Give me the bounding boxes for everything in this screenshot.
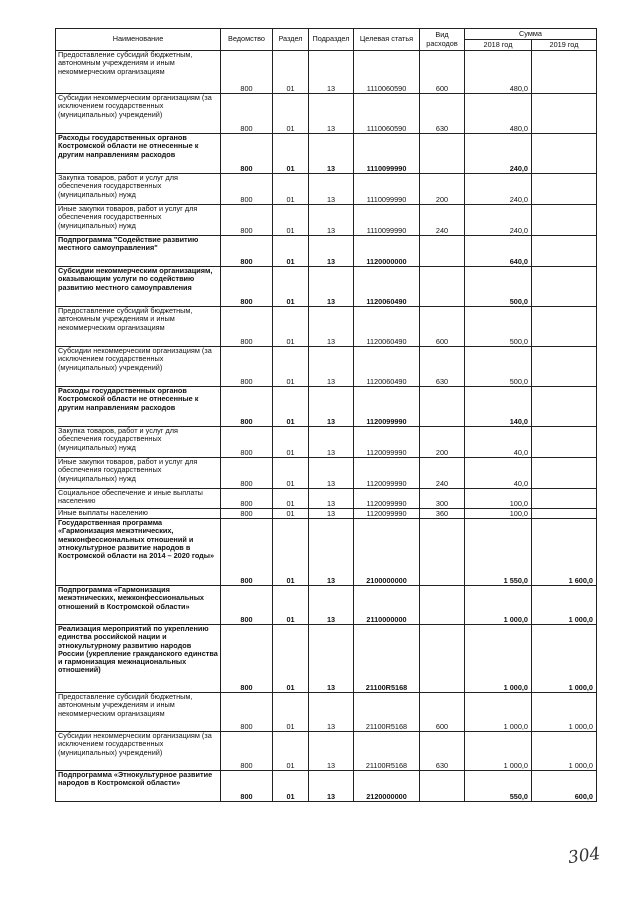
cell-target: 1120060490 [354,267,420,307]
cell-podrazdel: 13 [309,307,354,347]
cell-2019 [532,205,597,236]
cell-2018: 1 000,0 [465,693,532,732]
table-row [56,94,597,134]
cell-razdel: 01 [273,771,309,802]
cell-target: 1120099990 [354,387,420,427]
cell-2019 [532,94,597,134]
header-razdel: Раздел [273,29,309,51]
table-row [56,458,597,489]
cell-2019 [532,267,597,307]
cell-target: 1110099990 [354,174,420,205]
cell-2018: 500,0 [465,307,532,347]
cell-podrazdel: 13 [309,347,354,387]
table-row [56,205,597,236]
table-row [56,586,597,625]
cell-razdel: 01 [273,134,309,174]
cell-vid: 200 [420,427,465,458]
cell-name: Иные выплаты населению [56,509,221,519]
cell-2019 [532,387,597,427]
cell-2019 [532,489,597,509]
cell-podrazdel: 13 [309,586,354,625]
cell-vedomstvo: 800 [221,174,273,205]
cell-name: Подпрограмма «Этнокультурное развитие народов в Костромской области» [56,771,221,802]
cell-target: 2120000000 [354,771,420,802]
cell-name: Подпрограмма "Содействие развитию местного самоуправления" [56,236,221,267]
cell-2018: 500,0 [465,267,532,307]
cell-vid [420,387,465,427]
cell-target: 1120000000 [354,236,420,267]
cell-podrazdel: 13 [309,519,354,586]
cell-name: Предоставление субсидий бюджетным, автономным учреждениям и иным некоммерческим организациям [56,307,221,347]
table-row [56,489,597,509]
cell-podrazdel: 13 [309,387,354,427]
cell-2018: 640,0 [465,236,532,267]
cell-vid: 600 [420,693,465,732]
cell-podrazdel: 13 [309,625,354,693]
cell-vid: 630 [420,347,465,387]
cell-razdel: 01 [273,427,309,458]
cell-2018: 480,0 [465,51,532,94]
cell-name: Субсидии некоммерческим организациям (за исключением государственных (муниципальных) учреждений) [56,347,221,387]
cell-vid [420,267,465,307]
cell-vedomstvo: 800 [221,519,273,586]
cell-target: 2110000000 [354,586,420,625]
cell-podrazdel: 13 [309,458,354,489]
cell-vedomstvo: 800 [221,94,273,134]
table-row [56,347,597,387]
table-row [56,174,597,205]
cell-2019: 1 000,0 [532,586,597,625]
table-row [56,387,597,427]
cell-name: Предоставление субсидий бюджетным, автономным учреждениям и иным некоммерческим организациям [56,693,221,732]
cell-razdel: 01 [273,51,309,94]
cell-podrazdel: 13 [309,771,354,802]
cell-2018: 1 000,0 [465,586,532,625]
cell-razdel: 01 [273,586,309,625]
table-row [56,307,597,347]
cell-razdel: 01 [273,509,309,519]
cell-vedomstvo: 800 [221,693,273,732]
cell-podrazdel: 13 [309,51,354,94]
cell-2019: 1 000,0 [532,732,597,771]
cell-2019 [532,347,597,387]
cell-name: Социальное обеспечение и иные выплаты населению [56,489,221,509]
cell-2018: 1 000,0 [465,625,532,693]
cell-2018: 100,0 [465,489,532,509]
cell-razdel: 01 [273,458,309,489]
header-summa: Сумма [465,29,597,40]
header-name: Наименование [56,29,221,51]
cell-name: Закупка товаров, работ и услуг для обеспечения государственных (муниципальных) нужд [56,427,221,458]
cell-vedomstvo: 800 [221,489,273,509]
cell-podrazdel: 13 [309,489,354,509]
cell-vedomstvo: 800 [221,51,273,94]
table-row [56,236,597,267]
header-vid: Вид расходов [420,29,465,51]
cell-podrazdel: 13 [309,174,354,205]
table-row [56,519,597,586]
header-podrazdel: Подраздел [309,29,354,51]
cell-podrazdel: 13 [309,94,354,134]
cell-vedomstvo: 800 [221,236,273,267]
cell-vid: 240 [420,205,465,236]
cell-name: Предоставление субсидий бюджетным, автономным учреждениям и иным некоммерческим организациям [56,51,221,94]
table-row [56,427,597,458]
cell-2019: 1 000,0 [532,625,597,693]
cell-vid: 600 [420,51,465,94]
cell-target: 1120099990 [354,458,420,489]
header-vedomstvo: Ведомство [221,29,273,51]
cell-vedomstvo: 800 [221,387,273,427]
cell-vid: 200 [420,174,465,205]
cell-razdel: 01 [273,347,309,387]
cell-target: 1110060590 [354,51,420,94]
cell-vid: 240 [420,458,465,489]
table-row [56,771,597,802]
cell-target: 1120099990 [354,427,420,458]
cell-vedomstvo: 800 [221,732,273,771]
cell-2019: 1 000,0 [532,693,597,732]
cell-vedomstvo: 800 [221,625,273,693]
cell-2018: 240,0 [465,205,532,236]
cell-vid: 600 [420,307,465,347]
cell-razdel: 01 [273,94,309,134]
cell-podrazdel: 13 [309,509,354,519]
cell-vedomstvo: 800 [221,427,273,458]
cell-2019 [532,307,597,347]
budget-table [55,28,597,802]
cell-vedomstvo: 800 [221,458,273,489]
cell-2018: 100,0 [465,509,532,519]
cell-name: Расходы государственных органов Костромской области не отнесенные к другим направлениям расходов [56,387,221,427]
cell-name: Закупка товаров, работ и услуг для обеспечения государственных (муниципальных) нужд [56,174,221,205]
cell-2019 [532,236,597,267]
cell-vedomstvo: 800 [221,771,273,802]
cell-2018: 240,0 [465,174,532,205]
cell-2019 [532,458,597,489]
cell-podrazdel: 13 [309,205,354,236]
cell-razdel: 01 [273,267,309,307]
cell-podrazdel: 13 [309,732,354,771]
header-target: Целевая статья [354,29,420,51]
table-row [56,51,597,94]
cell-name: Субсидии некоммерческим организациям (за исключением государственных (муниципальных) учреждений) [56,732,221,771]
cell-2019 [532,427,597,458]
cell-name: Субсидии некоммерческим организациям, оказывающим услуги по содействию развитию местного самоуправления [56,267,221,307]
cell-vedomstvo: 800 [221,586,273,625]
cell-razdel: 01 [273,387,309,427]
cell-target: 1120060490 [354,307,420,347]
cell-2018: 480,0 [465,94,532,134]
cell-vid [420,236,465,267]
cell-razdel: 01 [273,236,309,267]
cell-target: 2100000000 [354,519,420,586]
cell-podrazdel: 13 [309,236,354,267]
cell-name: Субсидии некоммерческим организациям (за исключением государственных (муниципальных) учреждений) [56,94,221,134]
cell-name: Реализация мероприятий по укреплению единства российской нации и этнокультурному развитию народов России (укрепление гражданского единства и гармонизация межнациональных отношений) [56,625,221,693]
cell-vedomstvo: 800 [221,134,273,174]
cell-target: 1120060490 [354,347,420,387]
cell-target: 1110099990 [354,134,420,174]
header-2019: 2019 год [532,40,597,51]
cell-razdel: 01 [273,625,309,693]
cell-podrazdel: 13 [309,134,354,174]
cell-vedomstvo: 800 [221,267,273,307]
cell-vedomstvo: 800 [221,307,273,347]
cell-2019 [532,174,597,205]
cell-2019 [532,509,597,519]
cell-vid: 630 [420,94,465,134]
cell-2019 [532,51,597,94]
cell-target: 21100R5168 [354,732,420,771]
cell-vedomstvo: 800 [221,347,273,387]
cell-vid: 300 [420,489,465,509]
cell-2019: 1 600,0 [532,519,597,586]
cell-vid [420,625,465,693]
cell-razdel: 01 [273,693,309,732]
cell-vid [420,134,465,174]
cell-2018: 1 550,0 [465,519,532,586]
cell-razdel: 01 [273,489,309,509]
cell-target: 1110099990 [354,205,420,236]
cell-2018: 550,0 [465,771,532,802]
cell-vedomstvo: 800 [221,205,273,236]
cell-name: Иные закупки товаров, работ и услуг для обеспечения государственных (муниципальных) нужд [56,205,221,236]
cell-razdel: 01 [273,519,309,586]
table-row [56,693,597,732]
table-row [56,267,597,307]
cell-podrazdel: 13 [309,693,354,732]
cell-name: Расходы государственных органов Костромской области не отнесенные к другим направлениям расходов [56,134,221,174]
cell-name: Государственная программа «Гармонизация межэтнических, межконфессиональных отношений и этнокультурное развитие народов в Костромской области на 2014 – 2020 годы» [56,519,221,586]
cell-2019 [532,134,597,174]
cell-razdel: 01 [273,174,309,205]
cell-podrazdel: 13 [309,267,354,307]
cell-target: 1120099990 [354,509,420,519]
cell-vid [420,771,465,802]
cell-razdel: 01 [273,205,309,236]
cell-razdel: 01 [273,307,309,347]
cell-2018: 1 000,0 [465,732,532,771]
cell-2018: 240,0 [465,134,532,174]
header-2018: 2018 год [465,40,532,51]
cell-vid [420,519,465,586]
cell-vid [420,586,465,625]
cell-vedomstvo: 800 [221,509,273,519]
cell-vid: 360 [420,509,465,519]
cell-vid: 630 [420,732,465,771]
cell-name: Подпрограмма «Гармонизация межэтнических, межконфессиональных отношений в Костромской области» [56,586,221,625]
cell-target: 21100R5168 [354,693,420,732]
table-row [56,134,597,174]
table-row [56,732,597,771]
table-row [56,509,597,519]
cell-podrazdel: 13 [309,427,354,458]
cell-name: Иные закупки товаров, работ и услуг для обеспечения государственных (муниципальных) нужд [56,458,221,489]
page-number: 304 [566,843,602,869]
cell-2018: 40,0 [465,458,532,489]
table-row [56,625,597,693]
cell-2018: 40,0 [465,427,532,458]
cell-2018: 140,0 [465,387,532,427]
cell-razdel: 01 [273,732,309,771]
cell-2018: 500,0 [465,347,532,387]
cell-2019: 600,0 [532,771,597,802]
cell-target: 21100R5168 [354,625,420,693]
cell-target: 1110060590 [354,94,420,134]
cell-target: 1120099990 [354,489,420,509]
